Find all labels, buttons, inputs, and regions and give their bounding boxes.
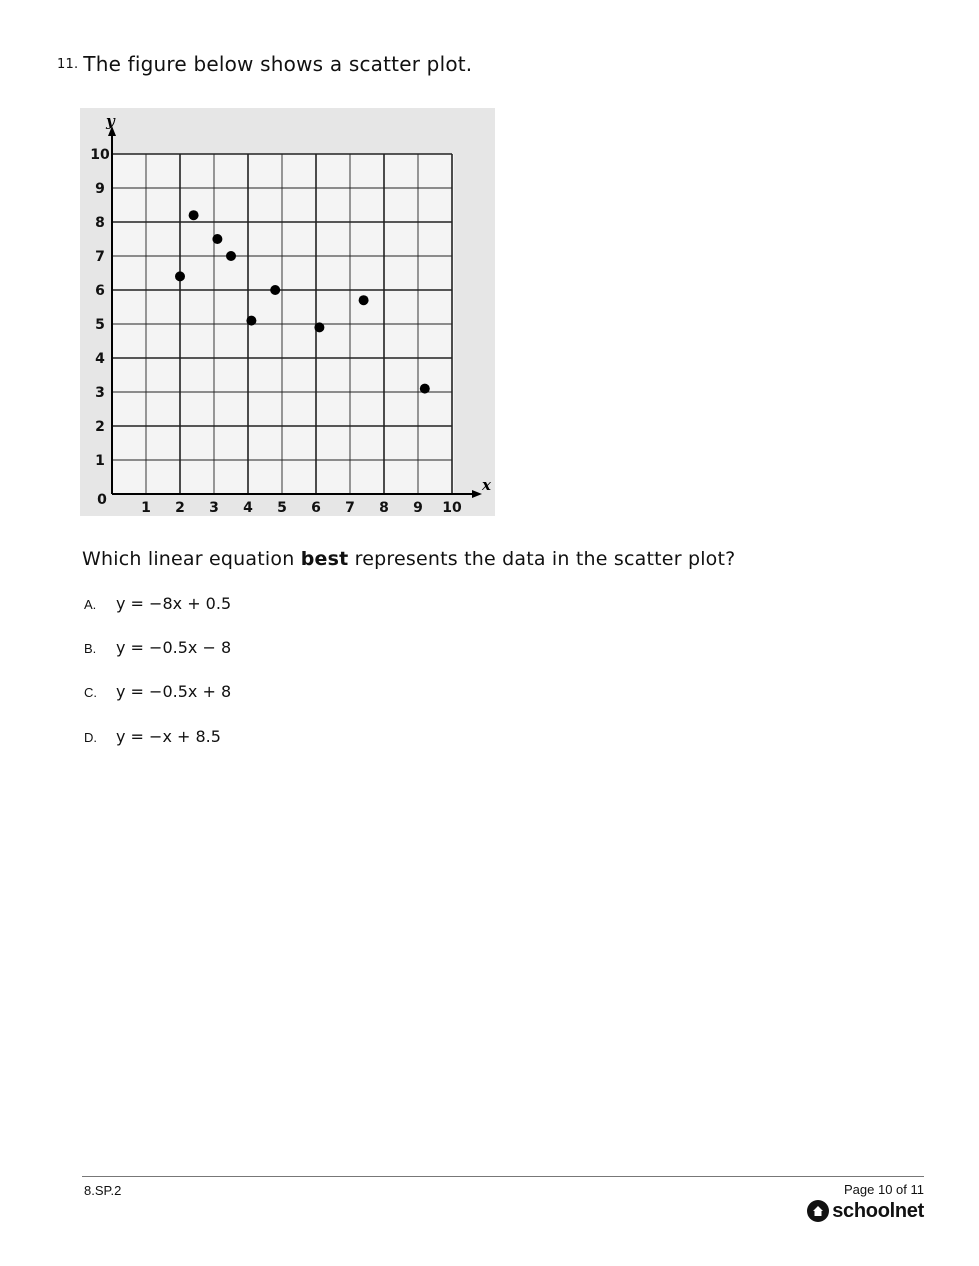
choice-letter: D. [84, 730, 97, 745]
x-tick-label: 5 [277, 500, 287, 516]
y-tick-label: 3 [95, 385, 105, 401]
y-tick-label: 1 [95, 453, 105, 469]
x-tick-label: 1 [141, 500, 151, 516]
y-tick-label: 2 [95, 419, 105, 435]
data-point [420, 384, 430, 394]
scatter-plot [80, 108, 495, 516]
data-point [359, 295, 369, 305]
page-number: Page 10 of 11 [844, 1182, 924, 1197]
prompt-text-after: represents the data in the scatter plot? [348, 548, 736, 570]
x-axis-label: x [482, 476, 491, 494]
y-tick-label: 5 [95, 317, 105, 333]
y-tick-label: 6 [95, 283, 105, 299]
prompt-text-before: Which linear equation [82, 548, 301, 570]
choice-c[interactable] [84, 682, 231, 701]
choice-equation: y = −8x + 0.5 [116, 594, 232, 613]
data-point [175, 271, 185, 281]
y-axis-label: y [106, 112, 115, 130]
x-tick-label: 3 [209, 500, 219, 516]
house-icon [807, 1200, 829, 1222]
choice-d[interactable] [84, 727, 221, 746]
choice-b[interactable] [84, 638, 231, 657]
choice-letter: B. [84, 641, 97, 656]
x-tick-label: 2 [175, 500, 185, 516]
x-tick-label: 6 [311, 500, 321, 516]
x-tick-label: 10 [442, 500, 462, 516]
x-tick-label: 4 [243, 500, 253, 516]
x-tick-label: 9 [413, 500, 423, 516]
question-prompt [82, 548, 735, 570]
y-tick-label: 8 [95, 215, 105, 231]
footer-divider [82, 1176, 924, 1177]
question-text: The figure below shows a scatter plot. [83, 52, 473, 76]
y-tick-label: 10 [90, 147, 110, 163]
choice-equation: y = −0.5x + 8 [116, 682, 232, 701]
y-tick-label: 7 [95, 249, 105, 265]
question-number: 11. [57, 57, 79, 72]
choice-letter: A. [84, 597, 97, 612]
y-tick-label: 9 [95, 181, 105, 197]
scatter-plot-figure [80, 108, 495, 516]
brand-name: schoolnet [832, 1199, 924, 1222]
choice-equation: y = −0.5x − 8 [116, 638, 232, 657]
data-point [270, 285, 280, 295]
choice-letter: C. [84, 685, 97, 700]
data-point [189, 210, 199, 220]
data-point [246, 316, 256, 326]
choice-a[interactable] [84, 594, 231, 613]
data-point [226, 251, 236, 261]
x-tick-label: 7 [345, 500, 355, 516]
data-point [314, 322, 324, 332]
x-tick-label: 8 [379, 500, 389, 516]
standard-code: 8.SP.2 [84, 1183, 122, 1198]
prompt-bold-word: best [300, 548, 349, 570]
schoolnet-logo [807, 1198, 924, 1224]
y-tick-label: 4 [95, 351, 105, 367]
origin-label: 0 [97, 492, 107, 508]
choice-equation: y = −x + 8.5 [116, 727, 221, 746]
question-line [57, 52, 472, 76]
data-point [212, 234, 222, 244]
